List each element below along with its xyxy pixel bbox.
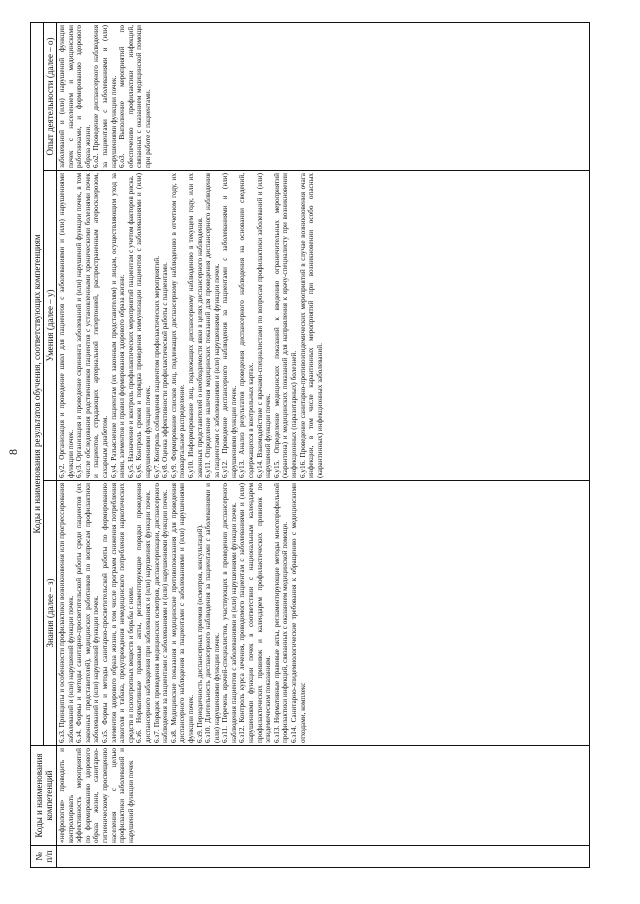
list-item: 6.у11. Определение наличия медицинских показаний для проведения диспансерного наблюдения за пациентами с заболеваниями и (или) нарушениями функции почек. [204, 173, 221, 478]
header-knowledge: Знания (далее – з) [44, 481, 57, 746]
list-item: 6.у13. Анализ результатов проведения диспансерного наблюдения на основании сведений, содержащихся в контрольных картах. [238, 173, 256, 478]
header-codes: Коды и наименования компетенций [31, 746, 57, 846]
list-item: 6.о3. Выполнение мероприятий по обеспечению профилактики инфекций, связанных с оказанием медицинской помощи при работе с пациентами. [118, 24, 152, 168]
list-item: 6.у12. Проведение диспансерного наблюдения за пациентами с заболеваниями и (или) нарушениями функции почек. [221, 173, 238, 478]
list-item: 6.з12. Контроль курса лечения, проводимого пациентам с заболеваниями и (или) нарушениями функции почек в соответствии с национальным календарем профилактических прививок и календарем профилактических прививок по эпидемическим показаниям. [238, 483, 273, 743]
list-item: 6.з11. Перечень врачей-специалистов, участвующих в проведении диспансерного наблюдения пациентов с заболеваниями и (или) нарушениями функции почек. [221, 483, 238, 743]
list-item: 6.у15. Определение медицинских показаний к введению ограничительных мероприятий (карантина) и медицинских показаний для направления к врачу-специалисту при возникновении инфекционных (паразитарных) болезней. [272, 173, 299, 478]
list-item: 6.з6. Нормативные правовые акты, регламентирующие порядки проведения диспансерного наблюдения при заболеваниях и (или) нарушениях функции почек. [135, 483, 152, 743]
list-item: 6.у10. Информирование лиц, подлежащих диспансерному наблюдению в текущем году, или их законных представителей о необходимости явки в целях диспансерного наблюдения. [186, 173, 204, 478]
cell-skills [57, 171, 590, 481]
list-item: 6.у4. Разъяснение пациентам (их законным представителям) и лицам, осуществляющим уход за ними, элементов и правил формирования здорового образа жизни. [109, 173, 127, 478]
list-item: 6.у3. Организация и проведение скрининга заболеваний и (или) нарушений функции почек, в том числе обследования родственников пациентов с установленными хроническими болезнями почек и пациентов, страдающих артериальной гипертонией, распространенным атеросклерозом, сахарным диабетом. [75, 173, 109, 478]
list-item: 6.у14. Взаимодействие с врачами-специалистами по вопросам профилактики заболеваний и (или) нарушений функции почек. [255, 173, 273, 478]
list-item: 6.о2. Проведение диспансерного наблюдения за пациентами с заболеваниями и (или) нарушениями функции почек. [92, 24, 118, 168]
page-number: 8 [6, 449, 20, 455]
list-item: 6.з14. Санитарно-эпидемиологические требования к обращению с медицинскими отходами, комплекс [290, 483, 307, 743]
list-item: 6.у2. Организация и проведение школ для пациентов с заболеваниями и (или) нарушениями функции почек. [58, 173, 75, 478]
cell-competency: «нефрология» проводить и контролировать эффективность мероприятий по формированию здорового образа жизни, санитарно-гигиеническому просвещению населения с целью профилактики заболеваний и нарушений функции почек [57, 746, 590, 846]
list-item: 6.з4. Формы и методы санитарно-просветительской работы среди пациентов (их законных представителей), медицинских работников по вопросам профилактики заболеваний и (или) нарушений функции почек. [75, 483, 101, 743]
list-item: 6.з13. Нормативные правовые акты, регламентирующие методы многопрофильной профилактики инфекций, связанных с оказанием медицинской помощи. [272, 483, 290, 743]
list-item: заболеваний и (или) нарушений функции почек с населением и медицинскими работниками, и формированию здорового образа жизни. [58, 24, 92, 168]
list-item: 6.у9. Формирование списков лиц, подлежащих диспансерному наблюдению в отчетном году, их поквартальное распределение. [169, 173, 187, 478]
cell-num [57, 846, 590, 868]
list-item: 6.у16. Проведение санитарно-противоэпидемических мероприятий в случае возникновения очага инфекции, в том числе карантинных мероприятий при возникновении особо опасных (карантинных) инфекционных заболеваний. [298, 173, 324, 478]
header-results-group: Коды и наименования результатов обучения, соответствующих компетенциям [31, 22, 44, 745]
list-item: 6.у7. Контроль соблюдения пациентом профилактических мероприятий. [152, 256, 161, 478]
cell-knowledge [57, 481, 590, 746]
list-item: 6.у6. Контроль сроков и порядка проведения иммунизации пациентов с заболеваниями и (или) нарушениями функции почек. [135, 173, 152, 478]
list-item: 6.з3. Принципы и особенности профилактики возникновения или прогрессирования заболеваний и (или) нарушений функции почек. [58, 483, 75, 743]
table-row [57, 22, 590, 867]
header-skills: Умения (далее – у) [44, 171, 57, 481]
list-item: 6.з10. Длительность диспансерного наблюдения за пациентами с заболеваниями и (или) нарушениями функции почек. [204, 483, 221, 743]
list-item: 6.з9. Периодичность диспансерных приемов (осмотров, консультаций). [195, 524, 204, 743]
cell-experience [57, 22, 590, 170]
table-header-row-1 [31, 22, 44, 867]
list-item: 6.з5. Формы и методы санитарно-просветительской работы по формированию элементов здорового образа жизни, в том числе программ снижения потребления алкоголя и табака, предупреждения немедицинского потребления наркотических средств и психотропных веществ и борьбы с ними. [100, 483, 135, 743]
table-header-row-2 [44, 22, 57, 867]
list-item: 6.з7. Порядок проведения медицинских осмотров, диспансеризации, диспансерного наблюдения за пациентами с заболеваниями и (или) нарушениями функции почек. [152, 483, 170, 743]
list-item: 6.у5. Назначение и контроль профилактических мероприятий пациентам с учетом факторов риска. [126, 175, 135, 478]
header-num: № п/п [31, 846, 57, 868]
header-experience: Опыт деятельности (далее – о) [44, 22, 57, 170]
competency-table [30, 22, 590, 868]
list-item: 6.у8. Оценка эффективности профилактической работы с пациентами. [161, 262, 170, 478]
list-item: 6.з8. Медицинские показания и медицинские противопоказания для проведения диспансерного наблюдения за пациентами с заболеваниями и (или) нарушениями функции почек. [169, 483, 195, 743]
